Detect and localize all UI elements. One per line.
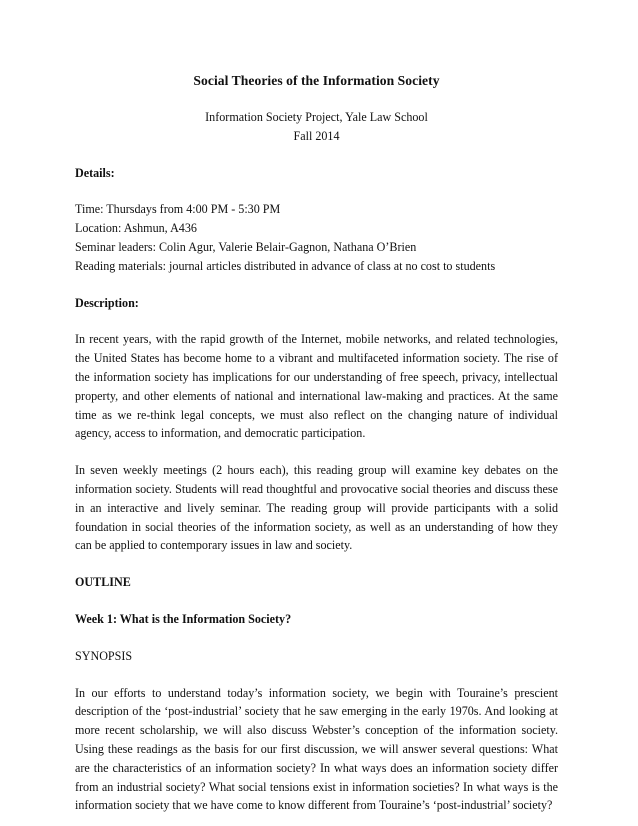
details-materials: Reading materials: journal articles distributed in advance of class at no cost to students	[75, 258, 496, 273]
details-leaders: Seminar leaders: Colin Agur, Valerie Belair-Gagnon, Nathana O’Brien	[75, 239, 417, 254]
details-time: Time: Thursdays from 4:00 PM - 5:30 PM	[75, 202, 281, 217]
week1-synopsis: In our efforts to understand today’s information society, we begin with Touraine’s prescient description of the ‘post-industrial’ society that he saw emerging in the early 1970s. And looking at more recent scholarship, we will also discuss Webster’s conception of the information society. Using these readings as the basis for our first discussion, we will answer several questions: What are the characteristics of an information society? In what ways does an information society differ from an industrial society? What social tensions exist in information societies? In what ways is the information society that we have come to know different from Touraine’s ‘post-industrial’ society?	[75, 685, 558, 813]
document-title: Social Theories of the Information Society	[193, 73, 440, 88]
week1-heading: Week 1: What is the Information Society?	[75, 611, 292, 626]
description-paragraph-1: In recent years, with the rapid growth of the Internet, mobile networks, and related technologies, the United States has become home to a vibrant and multifaceted information society. The rise of the information society has implications for our understanding of free speech, privacy, intellectual property, and other elements of national and international law-making and practices. At the same time as we re-think legal concepts, we must also reflect on the changing nature of individual agency, access to information, and democratic participation.	[75, 332, 558, 441]
document-subtitle: Information Society Project, Yale Law School	[205, 110, 428, 124]
description-heading: Description:	[75, 295, 139, 310]
details-location: Location: Ashmun, A436	[75, 221, 197, 236]
description-paragraph-2: In seven weekly meetings (2 hours each), this reading group will examine key debates on the information society. Students will read thoughtful and provocative social theories and discuss these in an interactive and lively seminar. The reading group will provide participants with a solid foundation in social theories of the information society, as well as an understanding of how they can be applied to contemporary issues in law and society.	[75, 463, 558, 553]
details-heading: Details:	[75, 165, 115, 180]
document-term: Fall 2014	[293, 128, 340, 143]
document-meta	[75, 108, 558, 146]
details-list	[75, 200, 558, 275]
outline-heading: OUTLINE	[75, 575, 131, 590]
week1-synopsis-label: SYNOPSIS	[75, 648, 133, 663]
